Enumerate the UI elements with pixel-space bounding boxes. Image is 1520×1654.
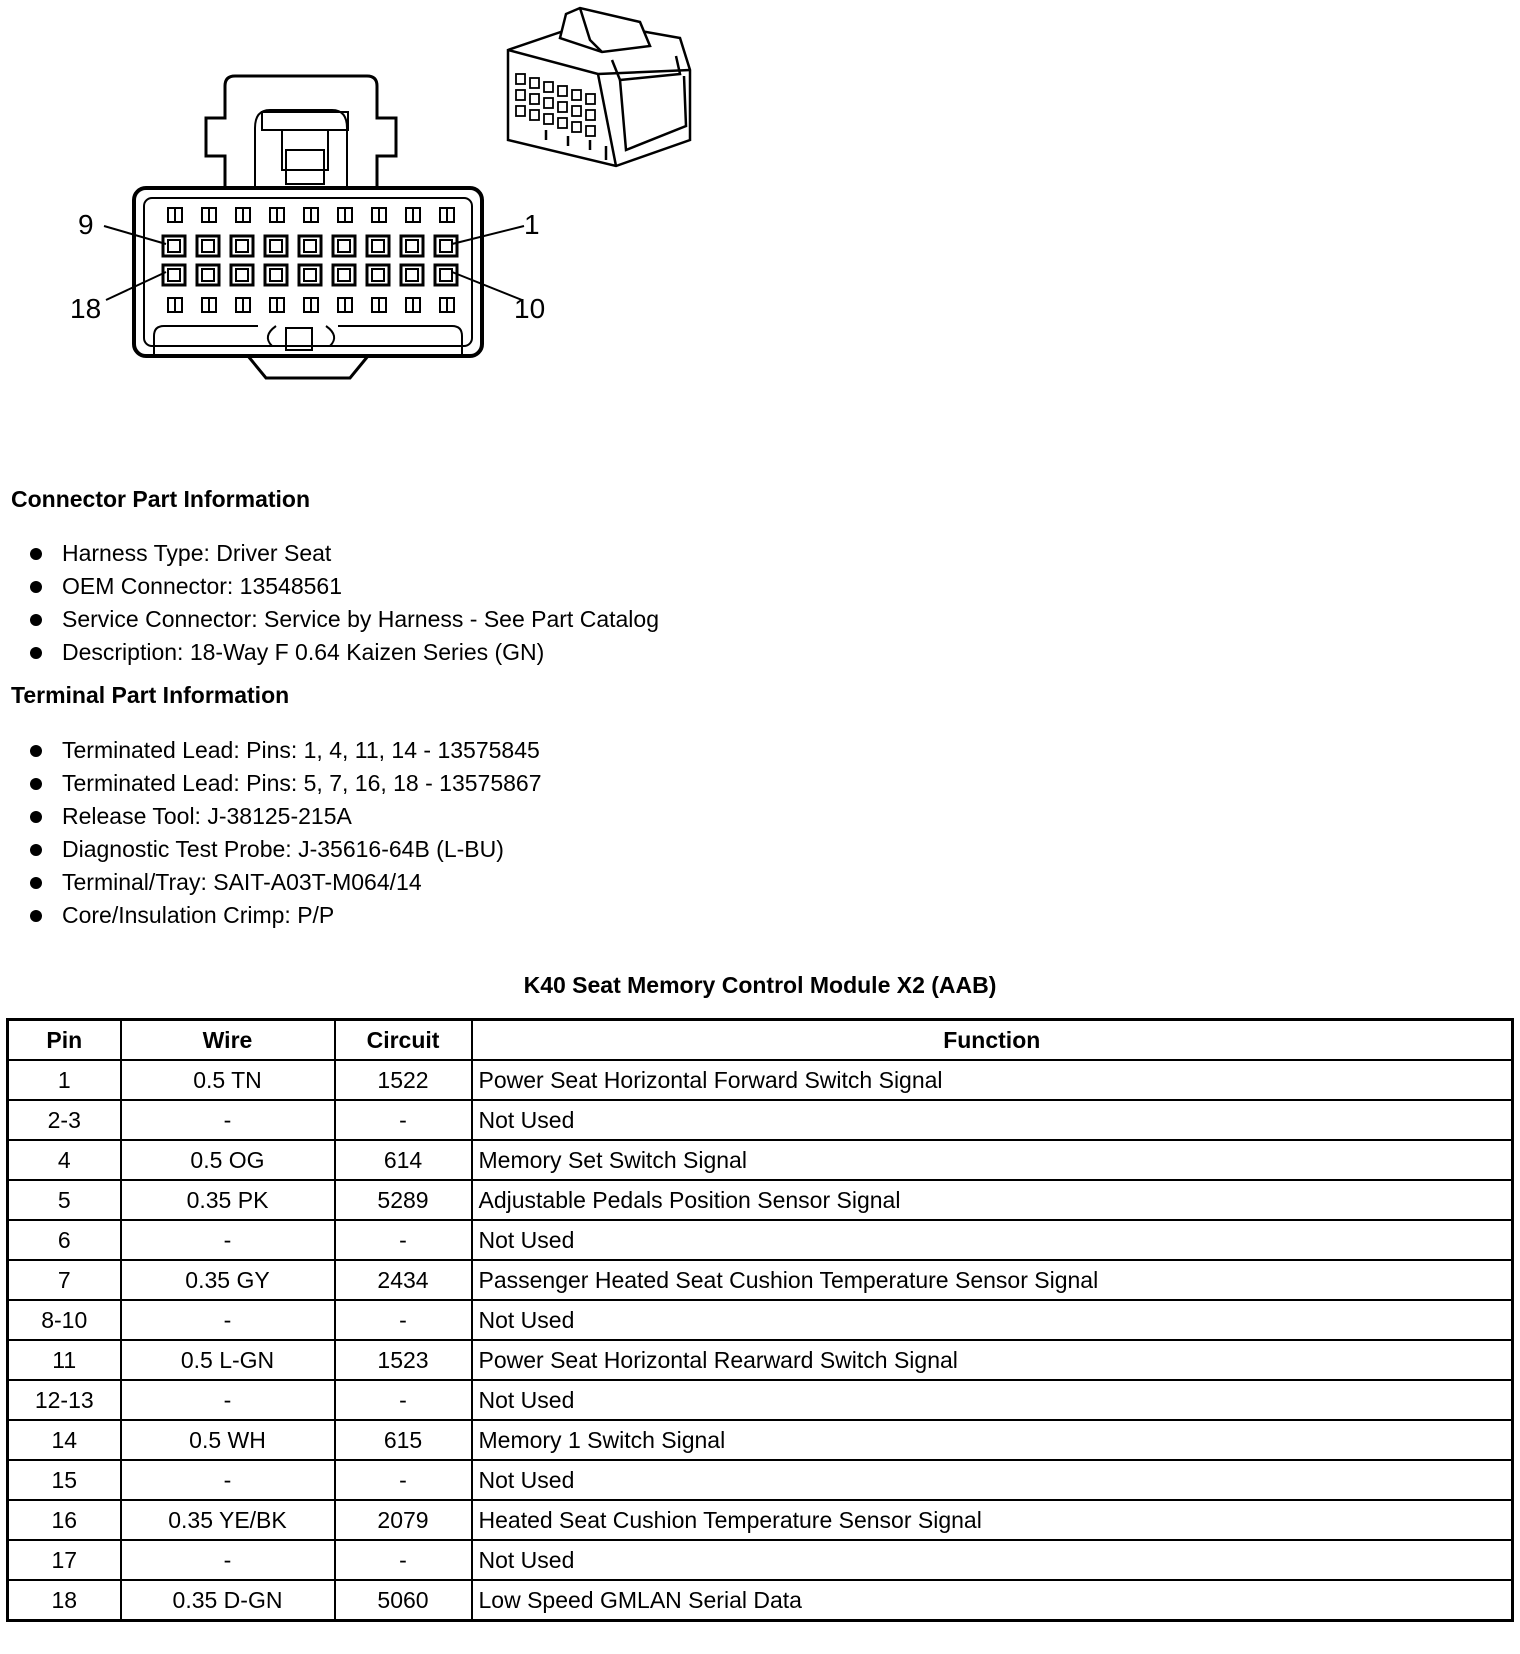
cell-circuit: 614 xyxy=(335,1140,472,1180)
terminal-info-item: Terminated Lead: Pins: 1, 4, 11, 14 - 13575845 xyxy=(30,734,542,767)
connector-info-item: Description: 18-Way F 0.64 Kaizen Series (GN) xyxy=(30,636,659,669)
cell-function: Not Used xyxy=(472,1100,1513,1140)
table-row xyxy=(8,1140,1513,1180)
table-row xyxy=(8,1460,1513,1500)
cell-circuit: 5289 xyxy=(335,1180,472,1220)
table-row xyxy=(8,1180,1513,1220)
table-row xyxy=(8,1060,1513,1100)
cell-function: Memory 1 Switch Signal xyxy=(472,1420,1513,1460)
cell-wire: - xyxy=(121,1220,335,1260)
terminal-info-item: Core/Insulation Crimp: P/P xyxy=(30,899,542,932)
cell-circuit: 1523 xyxy=(335,1340,472,1380)
cell-pin: 18 xyxy=(8,1580,121,1621)
cell-circuit: - xyxy=(335,1220,472,1260)
cell-wire: - xyxy=(121,1380,335,1420)
cell-pin: 15 xyxy=(8,1460,121,1500)
cell-function: Not Used xyxy=(472,1540,1513,1580)
header-function: Function xyxy=(472,1020,1513,1061)
connector-info-list xyxy=(30,537,659,669)
cell-function: Power Seat Horizontal Rearward Switch Signal xyxy=(472,1340,1513,1380)
cell-pin: 2-3 xyxy=(8,1100,121,1140)
cell-circuit: - xyxy=(335,1100,472,1140)
terminal-info-item: Release Tool: J-38125-215A xyxy=(30,800,542,833)
cell-wire: - xyxy=(121,1100,335,1140)
connector-info-heading: Connector Part Information xyxy=(11,486,311,512)
header-wire: Wire xyxy=(121,1020,335,1061)
table-row xyxy=(8,1220,1513,1260)
cell-wire: 0.5 OG xyxy=(121,1140,335,1180)
table-row xyxy=(8,1540,1513,1580)
cell-function: Adjustable Pedals Position Sensor Signal xyxy=(472,1180,1513,1220)
terminal-info-item: Diagnostic Test Probe: J-35616-64B (L-BU) xyxy=(30,833,542,866)
cell-circuit: - xyxy=(335,1300,472,1340)
connector-3d-view xyxy=(508,8,690,166)
cell-function: Memory Set Switch Signal xyxy=(472,1140,1513,1180)
table-row xyxy=(8,1580,1513,1621)
cell-pin: 4 xyxy=(8,1140,121,1180)
cell-wire: 0.5 L-GN xyxy=(121,1340,335,1380)
cell-pin: 5 xyxy=(8,1180,121,1220)
table-row xyxy=(8,1100,1513,1140)
cell-wire: 0.5 TN xyxy=(121,1060,335,1100)
table-row xyxy=(8,1260,1513,1300)
header-circuit: Circuit xyxy=(335,1020,472,1061)
cell-wire: 0.35 GY xyxy=(121,1260,335,1300)
cell-wire: - xyxy=(121,1300,335,1340)
table-row xyxy=(8,1380,1513,1420)
cell-circuit: - xyxy=(335,1380,472,1420)
table-row xyxy=(8,1340,1513,1380)
table-row xyxy=(8,1500,1513,1540)
cell-function: Heated Seat Cushion Temperature Sensor Signal xyxy=(472,1500,1513,1540)
table-row xyxy=(8,1300,1513,1340)
cell-wire: - xyxy=(121,1540,335,1580)
pin-label-10: 10 xyxy=(514,293,546,324)
cell-pin: 17 xyxy=(8,1540,121,1580)
table-body xyxy=(8,1060,1513,1621)
connector-info-item: OEM Connector: 13548561 xyxy=(30,570,659,603)
terminal-info-heading: Terminal Part Information xyxy=(11,682,290,708)
connector-info-item: Service Connector: Service by Harness - See Part Catalog xyxy=(30,603,659,636)
pin-label-1: 1 xyxy=(524,209,540,240)
cell-function: Not Used xyxy=(472,1300,1513,1340)
cell-circuit: 2079 xyxy=(335,1500,472,1540)
connector-info-item: Harness Type: Driver Seat xyxy=(30,537,659,570)
connector-cavities xyxy=(163,208,457,312)
cell-function: Not Used xyxy=(472,1220,1513,1260)
cell-wire: 0.35 PK xyxy=(121,1180,335,1220)
cell-function: Power Seat Horizontal Forward Switch Signal xyxy=(472,1060,1513,1100)
connector-diagram xyxy=(0,0,720,390)
pin-label-18: 18 xyxy=(70,293,102,324)
cell-circuit: 1522 xyxy=(335,1060,472,1100)
cell-pin: 8-10 xyxy=(8,1300,121,1340)
cell-wire: - xyxy=(121,1460,335,1500)
terminal-info-list xyxy=(30,734,542,932)
pin-label-9: 9 xyxy=(78,209,94,240)
cell-function: Not Used xyxy=(472,1460,1513,1500)
cell-pin: 14 xyxy=(8,1420,121,1460)
terminal-info-item: Terminated Lead: Pins: 5, 7, 16, 18 - 13575867 xyxy=(30,767,542,800)
cell-pin: 11 xyxy=(8,1340,121,1380)
connector-face-view xyxy=(134,76,482,378)
cell-function: Not Used xyxy=(472,1380,1513,1420)
cell-pin: 1 xyxy=(8,1060,121,1100)
cell-circuit: 5060 xyxy=(335,1580,472,1621)
cell-circuit: - xyxy=(335,1460,472,1500)
cell-circuit: 2434 xyxy=(335,1260,472,1300)
header-pin: Pin xyxy=(8,1020,121,1061)
cell-circuit: - xyxy=(335,1540,472,1580)
cell-wire: 0.35 YE/BK xyxy=(121,1500,335,1540)
table-header-row xyxy=(8,1020,1513,1061)
table-row xyxy=(8,1420,1513,1460)
cell-pin: 12-13 xyxy=(8,1380,121,1420)
pinout-table xyxy=(6,1018,1514,1622)
terminal-info-item: Terminal/Tray: SAIT-A03T-M064/14 xyxy=(30,866,542,899)
table-title: K40 Seat Memory Control Module X2 (AAB) xyxy=(523,972,997,998)
cell-pin: 7 xyxy=(8,1260,121,1300)
cell-pin: 6 xyxy=(8,1220,121,1260)
cell-pin: 16 xyxy=(8,1500,121,1540)
cell-wire: 0.5 WH xyxy=(121,1420,335,1460)
cell-function: Low Speed GMLAN Serial Data xyxy=(472,1580,1513,1621)
cell-wire: 0.35 D-GN xyxy=(121,1580,335,1621)
cell-circuit: 615 xyxy=(335,1420,472,1460)
cell-function: Passenger Heated Seat Cushion Temperature Sensor Signal xyxy=(472,1260,1513,1300)
